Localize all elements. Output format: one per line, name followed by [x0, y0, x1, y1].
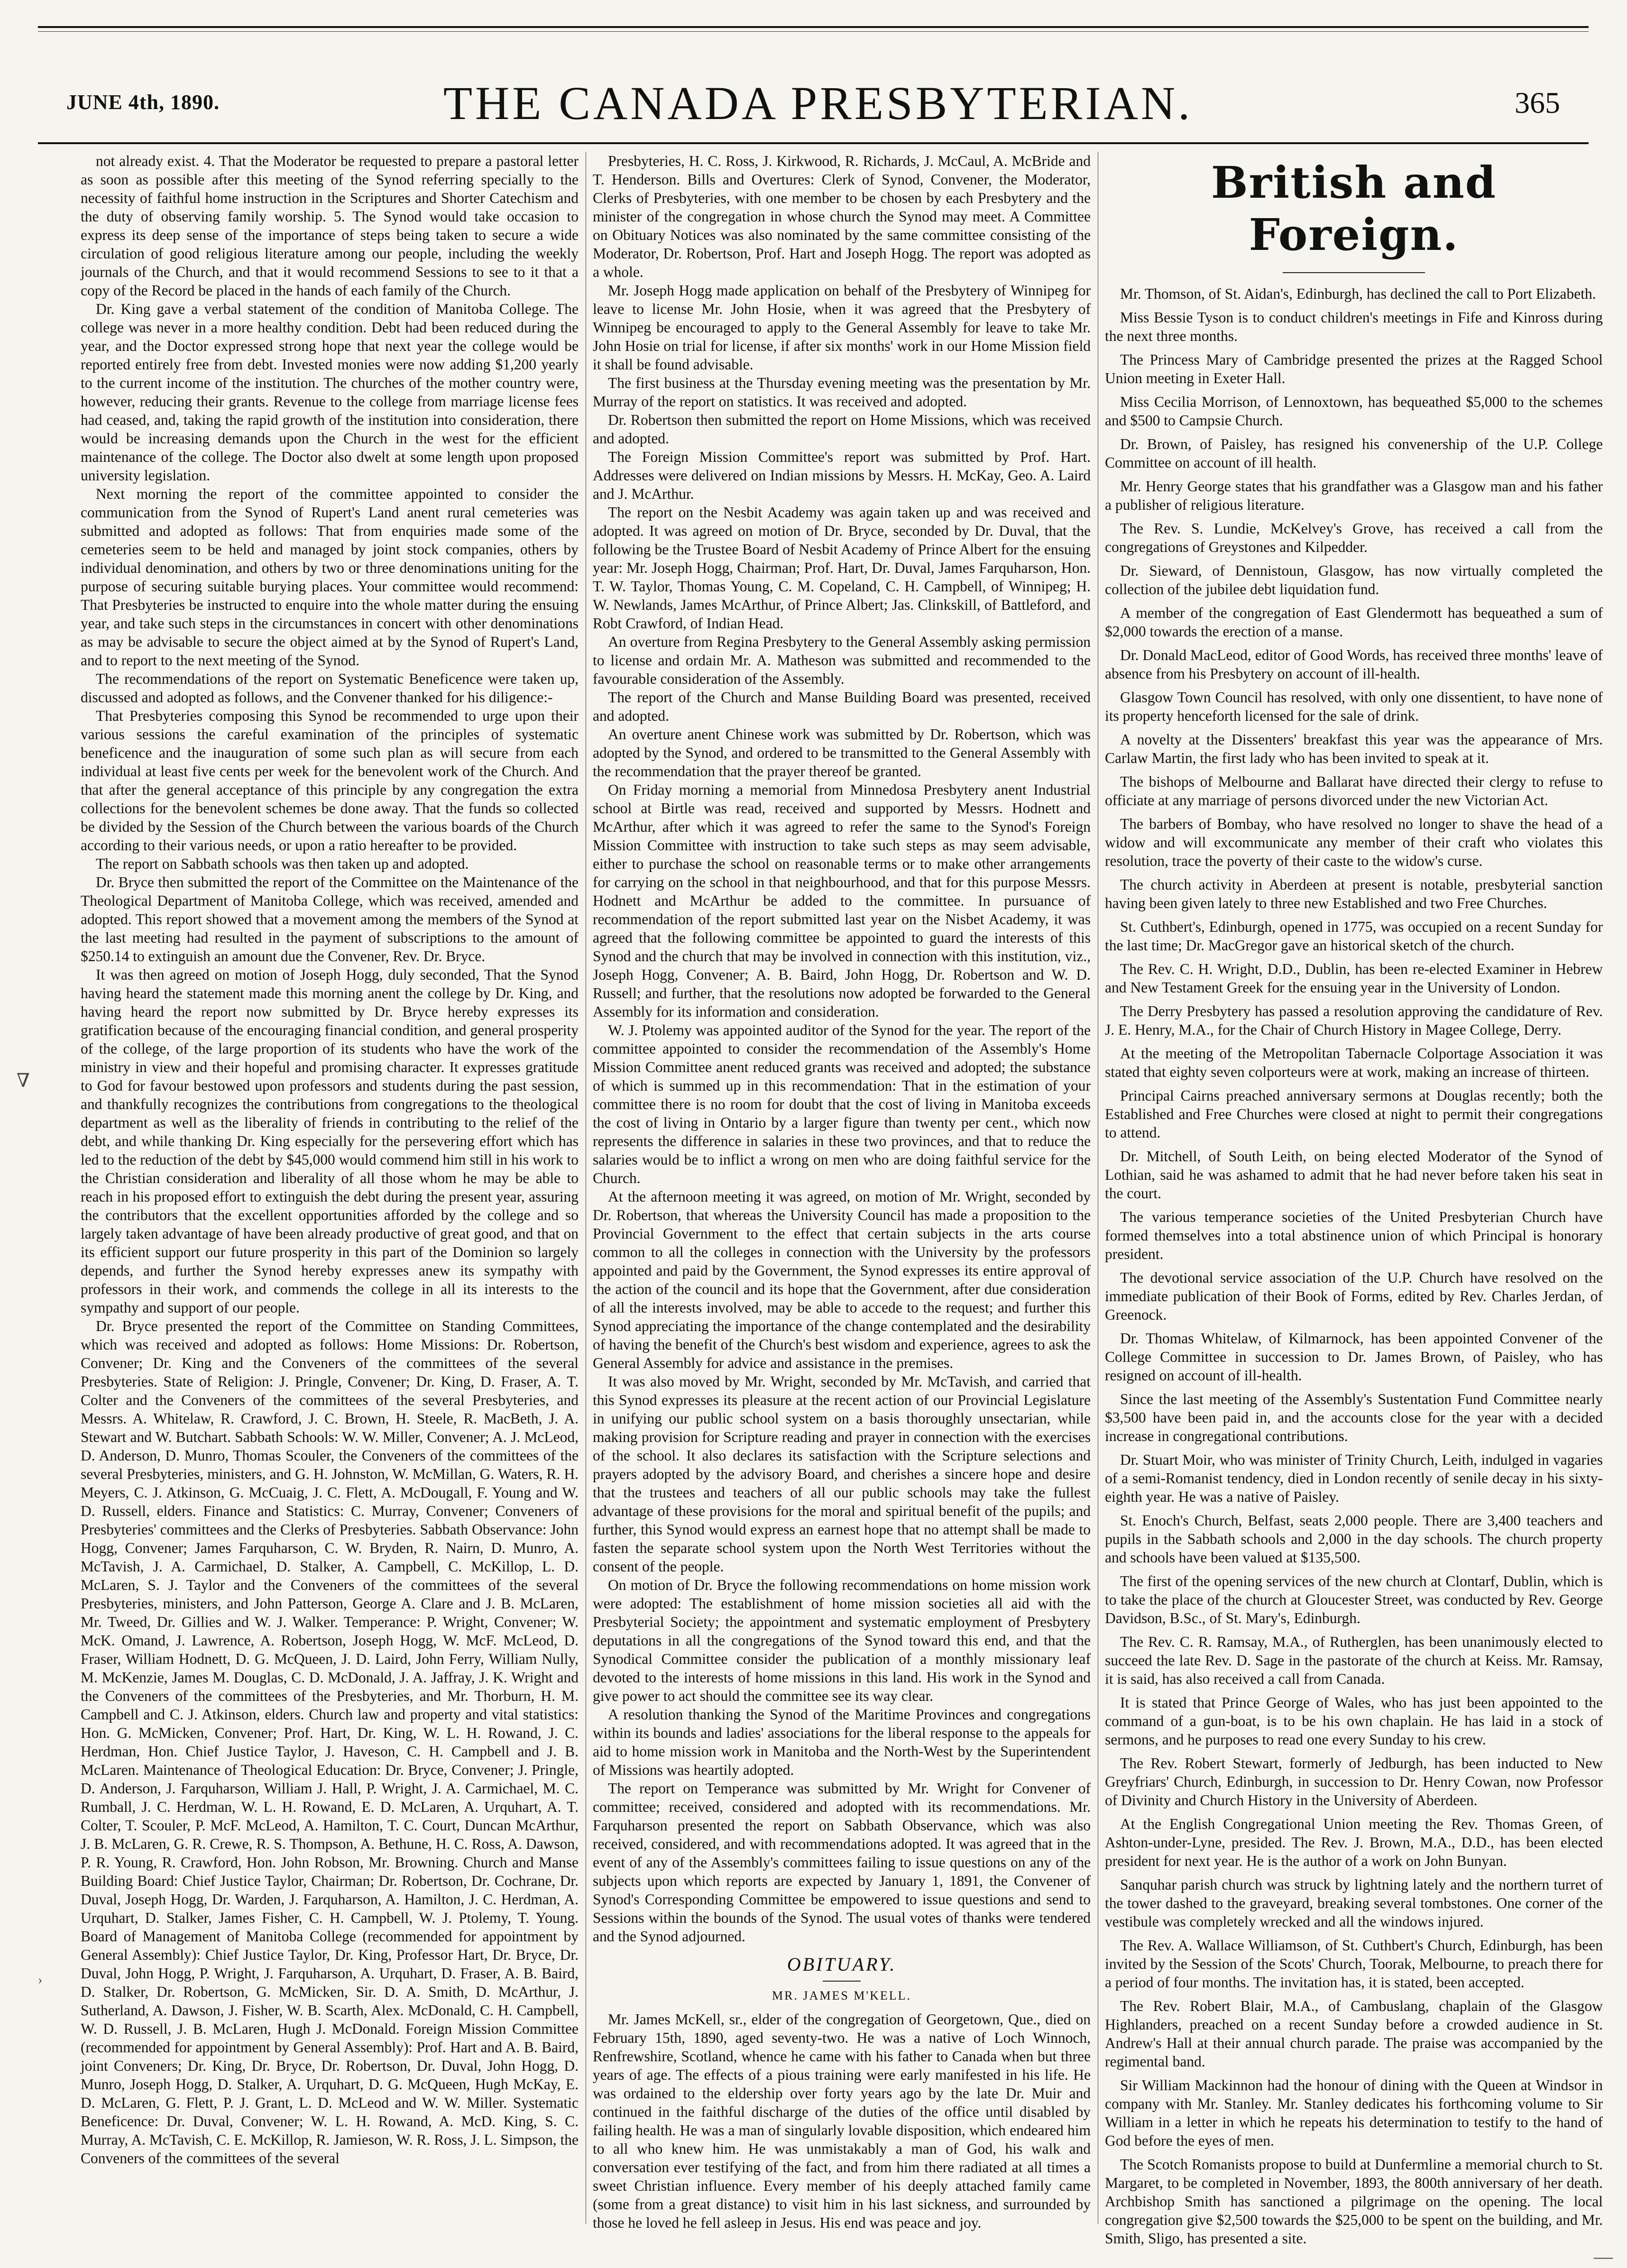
news-item: Dr. Sieward, of Dennistoun, Glasgow, has now virtually completed the collection of the jubilee debt liquidation fund.	[1105, 562, 1603, 597]
paragraph: The report on the Nesbit Academy was again taken up and was received and adopted. It was agreed on motion of Dr. Bryce, seconded by Dr. Duval, that the following be the Trustee Board of Nesbit Academy of Prince Albert for the ensuing year: Mr. Joseph Hogg, Chairman; Prof. Hart, Dr. Duval, James Farquharson, Hon. T. W. Taylor, Thomas Young, C. M. Copeland, C. H. Campbell, of Winnipeg; H. W. Newlands, James McArthur, of Prince Albert; Jas. Clinkskill, of Battleford, and Robt Crawford, of Indian Head.	[593, 504, 1091, 632]
news-item: The Scotch Romanists propose to build at Dunfermline a memorial church to St. Margaret, to be completed in November, 1893, the 800th anniversary of her death. Archbishop Smith has sanctioned a pilgrimage on the opening. The local congregation give $2,500 towards the $25,000 to be spent on the building, and Mr. Smith, Sligo, has presented a site.	[1105, 2156, 1603, 2247]
news-item: Dr. Mitchell, of South Leith, on being elected Moderator of the Synod of Lothian, said he was ashamed to admit that he had never before taken his seat in the court.	[1105, 1148, 1603, 1202]
paragraph: Dr. Bryce then submitted the report of the Committee on the Maintenance of the Theological Department of Manitoba College, which was received, amended and adopted. This report showed that a movement among the members of the Synod at the last meeting had resulted in the payment of subscriptions to the amount of $250.14 to extinguish an amount due the Convener, Rev. Dr. Bryce.	[81, 874, 579, 964]
news-item: Sanquhar parish church was struck by lightning lately and the northern turret of the tower dashed to the graveyard, breaking several tombstones. One corner of the vestibule was completely wrecked and all the windows injured.	[1105, 1876, 1603, 1930]
paragraph: It was also moved by Mr. Wright, seconded by Mr. McTavish, and carried that this Synod expresses its pleasure at the recent action of our Provincial Legislature in unifying our public school system on a basis thoroughly unsectarian, while making provision for Scripture reading and prayer in connection with the exercises of the school. It also declares its satisfaction with the Scripture selections and prayers adopted by the advisory Board, and cherishes a sincere hope and desire that the trustees and teachers of all our public schools may take the fullest advantage of these provisions for the moral and spiritual benefit of the pupils; and further, this Synod would express an earnest hope that no attempt shall be made to fasten the separate school system upon the North West Territories without the consent of the people.	[593, 1373, 1091, 1575]
news-item: The church activity in Aberdeen at present is notable, presbyterial sanction having been given lately to three new Established and two Free Churches.	[1105, 876, 1603, 911]
news-item: The first of the opening services of the new church at Clontarf, Dublin, which is to take the place of the church at Gloucester Street, was conducted by Rev. George Davidson, B.Sc., of St. Mary's, Edinburgh.	[1105, 1573, 1603, 1626]
news-item: At the English Congregational Union meeting the Rev. Thomas Green, of Ashton-under-Lyne, presided. The Rev. J. Brown, M.A., D.D., has been elected president for next year. He is the author of a work on John Bunyan.	[1105, 1816, 1603, 1869]
paragraph: Mr. Joseph Hogg made application on behalf of the Presbytery of Winnipeg for leave to license Mr. John Hosie, when it was agreed that the Presbytery of Winnipeg be encouraged to apply to the General Assembly for leave to take Mr. John Hosie on trial for license, if after six months' work in our Home Mission field it shall be found advisable.	[593, 282, 1091, 373]
column-middle	[593, 152, 1091, 2229]
news-item: A member of the congregation of East Glendermott has bequeathed a sum of $2,000 towards the erection of a manse.	[1105, 605, 1603, 640]
news-item: Mr. Henry George states that his grandfather was a Glasgow man and his father a publisher of religious literature.	[1105, 478, 1603, 513]
paragraph: Dr. Bryce presented the report of the Committee on Standing Committees, which was received and adopted as follows: Home Missions: Dr. Robertson, Convener; Dr. King and the Conveners of the committees of the several Presbyteries. State of Religion: J. Pringle, Convener; Dr. King, D. Fraser, A. T. Colter and the Conveners of the committees of the several Presbyteries, and Messrs. A. Whitelaw, R. Crawford, J. C. Brown, H. Steele, R. MacBeth, J. A. Stewart and W. Butchart. Sabbath Schools: W. W. Miller, Convener; A. J. McLeod, D. Anderson, D. Munro, Thomas Scouler, the Conveners of the committees of the several Presbyteries, ministers, and G. H. Johnston, W. McMillan, G. Waters, R. H. Meyers, C. J. Atkinson, G. McCuaig, J. C. Flett, A. McDougall, F. Young and W. D. Russell, elders. Finance and Statistics: C. Murray, Convener; Conveners of Presbyteries' committees and the Clerks of Presbyteries. Sabbath Observance: John Hogg, Convener; James Farquharson, C. W. Bryden, R. Nairn, D. Munro, A. McTavish, J. A. Carmichael, D. Stalker, A. Campbell, C. McKillop, L. D. McLaren, S. J. Taylor and the Conveners of the committees of the several Presbyteries, ministers, and John Patterson, George A. Clare and J. B. McLaren, Mr. Tweed, Dr. Gillies and W. J. Walker. Temperance: P. Wright, Convener; W. McK. Omand, J. Lawrence, A. Robertson, Joseph Hogg, W. McF. McLeod, D. Fraser, William Hodnett, D. G. McQueen, J. D. Laird, John Ferry, William Nully, M. McKenzie, James M. Douglas, C. D. McDonald, J. A. Jaffray, J. K. Wright and the Conveners of the committees of the Presbyteries, and Mr. Thorburn, H. M. Campbell and C. J. Atkinson, elders. Church law and property and vital statistics: Hon. G. McMicken, Convener; Prof. Hart, Dr. King, W. L. H. Rowand, J. C. Herdman, Hon. Chief Justice Taylor, J. Haveson, C. H. Campbell and J. B. McLaren. Maintenance of Theological Education: Dr. Bryce, Convener; J. Pringle, D. Anderson, J. Farquharson, William J. Hall, P. Wright, J. A. Carmichael, M. C. Rumball, J. C. Herdman, W. L. H. Rowand, E. D. McLaren, A. Urquhart, A. T. Colter, T. Scouler, P. McF. McLeod, A. Hamilton, T. C. Court, Duncan McArthur, J. B. McLaren, G. R. Crewe, R. S. Thompson, A. Bethune, H. C. Ross, A. Dawson, P. R. Young, R. Crawford, Hon. John Robson, Mr. Browning. Church and Manse Building Board: Chief Justice Taylor, Chairman; Dr. Robertson, Dr. Cochrane, Dr. Duval, Joseph Hogg, Dr. Warden, J. Farquharson, A. Hamilton, J. C. Herdman, A. Urquhart, D. Stalker, James Fisher, C. H. Campbell, W. J. Ptolemy, T. Young. Board of Management of Manitoba College (recommended for appointment by General Assembly): Chief Justice Taylor, Dr. King, Professor Hart, Dr. Bryce, Dr. Duval, John Hogg, P. Wright, J. Farquharson, A. Urquhart, D. Fraser, A. B. Baird, D. Stalker, Dr. Robertson, G. McMicken, Sir. D. A. Smith, D. McArthur, J. Sutherland, A. Dawson, J. Fisher, W. B. Scarth, Alex. McDonald, C. H. Campbell, W. D. Russell, J. B. McLaren, Hugh J. McDonald. Foreign Mission Committee (recommended for appointment by General Assembly): Prof. Hart and A. B. Baird, joint Conveners; Dr. King, Dr. Bryce, Dr. Robertson, Dr. Duval, John Hogg, D. Munro, Joseph Hogg, D. Stalker, A. Urquhart, D. G. McQueen, Hugh McKay, E. D. McLaren, G. Flett, P. J. Grant, L. D. McLeod and W. W. Miller. Systematic Beneficence: Dr. Duval, Convener; W. L. H. Rowand, A. McD. King, S. C. Murray, A. McTavish, C. E. McKillop, R. Jamieson, W. R. Ross, J. L. Simpson, the Conveners of the committees of the several	[81, 1318, 579, 2167]
top-rule-thin	[38, 31, 1589, 32]
paragraph: A resolution thanking the Synod of the Maritime Provinces and congregations within its bounds and ladies' associations for the liberal response to the appeals for aid to home mission work in Manitoba and the North-West by the Superintendent of Missions was heartily adopted.	[593, 1706, 1091, 1778]
margin-mark: ∇	[17, 1070, 30, 1091]
paragraph: That Presbyteries composing this Synod be recommended to urge upon their various sessions the careful examination of the principles of systematic beneficence and the inauguration of some such plan as will secure from each individual at least five cents per week for the benevolent work of the Church. And that after the general acceptance of this principle by any congregation the extra collections for the benevolent schemes be done away. That the funds so collected be divided by the Session of the Church between the various boards of the Church according to their various needs, or upon a ratio hereafter to be provided.	[81, 707, 579, 854]
paragraph: An overture from Regina Presbytery to the General Assembly asking permission to license and ordain Mr. A. Matheson was submitted and recommended to the favourable consideration of the Assembly.	[593, 634, 1091, 687]
news-item: Sir William Mackinnon had the honour of dining with the Queen at Windsor in company with Mr. Stanley. Mr. Stanley dedicates his forthcoming volume to Sir William in a letter in which he repeats his determination to testify to the hand of God before the eyes of men.	[1105, 2077, 1603, 2149]
news-item: Dr. Brown, of Paisley, has resigned his convenership of the U.P. College Committee on account of ill health.	[1105, 436, 1603, 471]
news-item: Miss Cecilia Morrison, of Lennoxtown, has bequeathed $5,000 to the schemes and $500 to Campsie Church.	[1105, 394, 1603, 429]
news-item: Glasgow Town Council has resolved, with only one dissentient, to have none of its property henceforth licensed for the sale of drink.	[1105, 689, 1603, 724]
column-right	[1105, 152, 1603, 2247]
page-number: 365	[1515, 86, 1560, 119]
page-header	[47, 71, 1589, 142]
margin-mark: ›	[38, 1973, 43, 1987]
news-item: St. Enoch's Church, Belfast, seats 2,000 people. There are 3,400 teachers and pupils in the Sabbath schools and 2,000 in the day schools. The church property and schools have been valued at $135,500.	[1105, 1512, 1603, 1566]
paragraph: Dr. Robertson then submitted the report on Home Missions, which was received and adopted.	[593, 412, 1091, 447]
section-rule	[1283, 272, 1425, 273]
paragraph: On motion of Dr. Bryce the following recommendations on home mission work were adopted: The establishment of home mission societies all aid with the Presbyterial Society; the appointment and systematic employment of Presbytery deputations in all the congregations of the Synod toward this end, and that the Synodical Committee consider the publication of a monthly missionary leaf devoted to the interests of home missions in this land. His work in the Synod and give power to act should the committee see its way clear.	[593, 1577, 1091, 1704]
news-item: Principal Cairns preached anniversary sermons at Douglas recently; both the Established and Free Churches were closed at night to permit their congregations to attend.	[1105, 1087, 1603, 1141]
news-item: At the meeting of the Metropolitan Tabernacle Colportage Association it was stated that eighty seven colporteurs were at work, making an increase of thirteen.	[1105, 1045, 1603, 1080]
news-item: The Derry Presbytery has passed a resolution approving the candidature of Rev. J. E. Henry, M.A., for the Chair of Church History in Magee College, Derry.	[1105, 1003, 1603, 1038]
header-rule	[38, 142, 1589, 144]
news-item: Dr. Stuart Moir, who was minister of Trinity Church, Leith, indulged in vagaries of a semi-Romanist tendency, died in London recently of senile decay in his sixty-eighth year. He was a native of Paisley.	[1105, 1451, 1603, 1505]
obituary-subheading: MR. JAMES M'KELL.	[772, 1989, 912, 2002]
paragraph: Presbyteries, H. C. Ross, J. Kirkwood, R. Richards, J. McCaul, A. McBride and T. Henderson. Bills and Overtures: Clerk of Synod, Convener, the Moderator, Clerks of Presbyteries, with one member to be chosen by each Presbytery and the minister of the congregation in whose church the Synod may meet. A Committee on Obituary Notices was also nominated by the same committee consisting of the Moderator, Dr. Robertson, Prof. Hart and Joseph Hogg. The report was adopted as a whole.	[593, 153, 1091, 280]
news-item: The Princess Mary of Cambridge presented the prizes at the Ragged School Union meeting in Exeter Hall.	[1105, 351, 1603, 386]
news-item: St. Cuthbert's, Edinburgh, opened in 1775, was occupied on a recent Sunday for the last time; Dr. MacGregor gave an historical sketch of the church.	[1105, 918, 1603, 954]
paragraph: The report of the Church and Manse Building Board was presented, received and adopted.	[593, 689, 1091, 724]
news-item: The bishops of Melbourne and Ballarat have directed their clergy to refuse to officiate at any marriage of persons divorced under the new Victorian Act.	[1105, 773, 1603, 808]
news-items	[1105, 285, 1603, 2248]
news-item: The Rev. Robert Blair, M.A., of Cambuslang, chaplain of the Glasgow Highlanders, preached on a recent Sunday before a crowded audience in St. Andrew's Hall at their annual church parade. The praise was accompanied by the regimental band.	[1105, 1998, 1603, 2070]
news-item: Mr. Thomson, of St. Aidan's, Edinburgh, has declined the call to Port Elizabeth.	[1120, 285, 1596, 302]
column-left	[81, 152, 579, 2229]
obituary-heading: OBITUARY.	[787, 1954, 897, 1975]
news-item: A novelty at the Dissenters' breakfast this year was the appearance of Mrs. Carlaw Martin, the first lady who has been invited to speak at it.	[1105, 731, 1603, 766]
paragraph: The report on Sabbath schools was then taken up and adopted.	[96, 855, 469, 872]
paragraph: The first business at the Thursday evening meeting was the presentation by Mr. Murray of the report on statistics. It was received and adopted.	[593, 375, 1091, 410]
issue-date: JUNE 4th, 1890.	[66, 91, 220, 114]
paragraph: Dr. King gave a verbal statement of the condition of Manitoba College. The college was never in a more healthy condition. Debt had been reduced during the year, and the Doctor expressed strong hope that next year the college would be reported entirely free from debt. Invested monies were now adding $1,200 yearly to the current income of the institution. The churches of the mother country were, however, reducing their grants. Revenue to the college from marriage license fees had ceased, and, taking the rapid growth of the institution into consideration, there would be increasing demands upon the Church in the west for the efficient maintenance of the college. The Doctor also dwelt at some length upon proposed university legislation.	[81, 301, 579, 484]
news-item: The Rev. A. Wallace Williamson, of St. Cuthbert's Church, Edinburgh, has been invited by the Session of the Scots' Church, Toorak, Melbourne, to preach there for a period of four months. The invitation has, it is stated, been accepted.	[1105, 1937, 1603, 1991]
paragraph: It was then agreed on motion of Joseph Hogg, duly seconded, That the Synod having heard the statement made this morning anent the college by Dr. King, and having heard the report now submitted by Dr. Bryce hereby expresses its gratification because of the encouraging financial condition, and general prosperity of the college, of the large proportion of its students who have the work of the ministry in view and their hopeful and promising character. It expresses gratitude to God for favour bestowed upon professors and students during the past session, and thankfully recognizes the contributions from congregations to the theological department as well as the liberality of friends in contributing to the relief of the debt, and while thanking Dr. King especially for the persevering effort which has led to the reduction of the debt by $45,000 would commend him still in his work to the Christian consideration and liberality of all those whom he may be able to reach in his proposed effort to extinguish the debt during the present year, assuring the contributors that the excellent opportunities afforded by the college and so largely taken advantage of have been already productive of great good, and that on its efficient support our future prosperity in this part of the Dominion so largely depends, and further the Synod hereby expresses anew its sympathy with professors in their work, and commends the college in all its interests to the sympathy and support of our people.	[81, 966, 579, 1316]
news-item: The various temperance societies of the United Presbyterian Church have formed themselves into a total abstinence union of which Principal is honorary president.	[1105, 1209, 1603, 1262]
obituary-rule	[823, 1981, 861, 1982]
paragraph: The Foreign Mission Committee's report was submitted by Prof. Hart. Addresses were delivered on Indian missions by Messrs. H. McKay, Geo. A. Laird and J. McArthur.	[593, 449, 1091, 502]
paragraph: The recommendations of the report on Systematic Beneficence were taken up, discussed and adopted as follows, and the Convener thanked for his diligence:-	[81, 670, 579, 706]
obituary-text: Mr. James McKell, sr., elder of the congregation of Georgetown, Que., died on February 15th, 1890, aged seventy-two. He was a native of Loch Winnoch, Renfrewshire, Scotland, whence he came with his father to Canada when but three years of age. The effects of a pious training were early manifested in his life. He was ordained to the eldership over forty years ago by the late Dr. Muir and continued in the faithful discharge of the duties of the office until disabled by failing health. He was a man of singularly lovable disposition, which endeared him to all who knew him. He was unmistakably a man of God, his walk and conversation ever testifying of the fact, and from him there radiated at all times a sweet Christian influence. Every member of his deeply attached family came (some from a great distance) to visit him in his last sickness, and surrounded by those he loved he fell asleep in Jesus. His end was peace and joy.	[593, 2011, 1091, 2231]
paragraph: Next morning the report of the committee appointed to consider the communication from the Synod of Rupert's Land anent rural cemeteries was submitted and adopted as follows: That from enquiries made some of the cemeteries seem to be held and managed by joint stock companies, others by individual denomination, and others by two or three denominations uniting for the purpose of securing suitable burying places. Your committee would recommend: That Presbyteries be instructed to enquire into the whole matter during the ensuing year, and take such steps in the circumstances in concert with other denominations as may be advisable to secure the object aimed at by the Synod of Rupert's Land, and to report to the next meeting of the Synod.	[81, 486, 579, 669]
news-item: The barbers of Bombay, who have resolved no longer to shave the head of a widow and will excommunicate any member of their craft who violates this resolution, trace the poverty of their caste to the widow's curse.	[1105, 816, 1603, 869]
section-heading: British and Foreign.	[1211, 157, 1497, 260]
news-item: The Rev. C. R. Ramsay, M.A., of Rutherglen, has been unanimously elected to succeed the late Rev. D. Sage in the pastorate of the church at Keiss. Mr. Ramsay, it is said, has also received a call from Canada.	[1105, 1634, 1603, 1687]
paragraph: An overture anent Chinese work was submitted by Dr. Robertson, which was adopted by the Synod, and ordered to be transmitted to the General Assembly with the recommendation that the prayer thereof be granted.	[593, 726, 1091, 780]
news-item: It is stated that Prince George of Wales, who has just been appointed to the command of a gun-boat, is to be his own chaplain. He has laid in a stock of sermons, and he purposes to read one every Sunday to his crew.	[1105, 1694, 1603, 1748]
paragraph: not already exist. 4. That the Moderator be requested to prepare a pastoral letter as soon as possible after this meeting of the Synod referring specially to the necessity of faithful home instruction in the Scriptures and Shorter Catechism and the duty of observing family worship. 5. The Synod would take occasion to express its deep sense of the importance of steps being taken to secure a wide circulation of good religious literature among our people, including the weekly journals of the Church, and that it would recommend Sessions to see to it that a copy of the Record be placed in the hands of each family of the Church.	[81, 153, 579, 299]
news-item: The devotional service association of the U.P. Church have resolved on the immediate publication of their Book of Forms, edited by Rev. Charles Jerdan, of Greenock.	[1105, 1269, 1603, 1323]
news-item: The Rev. S. Lundie, McKelvey's Grove, has received a call from the congregations of Greystones and Kilpedder.	[1105, 520, 1603, 555]
news-item: Dr. Donald MacLeod, editor of Good Words, has received three months' leave of absence from his Presbytery on account of ill-health.	[1105, 647, 1603, 682]
paragraph: On Friday morning a memorial from Minnedosa Presbytery anent Industrial school at Birtle was read, received and supported by Messrs. Hodnett and McArthur, after which it was agreed to refer the same to the Synod's Foreign Mission Committee with instruction to take such steps as may seem advisable, either to purchase the school on reasonable terms or to make other arrangements for carrying on the school in that neighbourhood, and that for this purpose Messrs. Hodnett and McArthur be added to the committee. In pursuance of recommendation of the report submitted last year on the Nisbet Academy, it was agreed that the following committee be appointed to guard the interests of this Synod and the church that may be involved in connection with this institution, viz., Joseph Hogg, Convener; A. B. Baird, John Hogg, Dr. Robertson and W. D. Russell; and further, that the resolutions now adopted be forwarded to the General Assembly for its information and consideration.	[593, 781, 1091, 1020]
paragraph: W. J. Ptolemy was appointed auditor of the Synod for the year. The report of the committee appointed to consider the recommendation of the Assembly's Home Mission Committee anent reduced grants was received and adopted; the substance of which is summed up in this recommendation: That in the estimation of your committee there is no room for doubt that the cost of living in Manitoba exceeds the cost of living in Ontario by a larger figure than twenty per cent., which now represents the difference in salaries in these two provinces, and that to reduce the salaries would be to inflict a wrong on men who are doing faithful service for the Church.	[593, 1022, 1091, 1186]
paragraph: At the afternoon meeting it was agreed, on motion of Mr. Wright, seconded by Dr. Robertson, that whereas the University Council has made a proposition to the Provincial Government to the effect that certain subjects in the arts course common to all the colleges in connection with the University by the professors appointed and paid by the Government, the Synod expresses its entire approval of the action of the council and its hope that the Government, after due consideration of all the interests involved, may be able to accede to the request; and further this Synod appreciating the importance of the change contemplated and the desirability of having the benefit of the Church's best wisdom and experience, agrees to ask the General Assembly for advice and assistance in the premises.	[593, 1188, 1091, 1371]
news-item: The Rev. C. H. Wright, D.D., Dublin, has been re-elected Examiner in Hebrew and New Testament Greek for the ensuing year in the University of London.	[1105, 961, 1603, 996]
news-item: Miss Bessie Tyson is to conduct children's meetings in Fife and Kinross during the next three months.	[1105, 309, 1603, 344]
news-item: The Rev. Robert Stewart, formerly of Jedburgh, has been inducted to New Greyfriars' Church, Edinburgh, in succession to Dr. Henry Cowan, now Professor of Divinity and Church History in the University of Aberdeen.	[1105, 1755, 1603, 1809]
news-item: Dr. Thomas Whitelaw, of Kilmarnock, has been appointed Convener of the College Committee in succession to Dr. James Brown, of Paisley, who has resigned on account of ill-health.	[1105, 1330, 1603, 1384]
masthead-title: THE CANADA PRESBYTERIAN.	[443, 77, 1193, 129]
top-rule	[38, 26, 1589, 28]
paragraph: The report on Temperance was submitted by Mr. Wright for Convener of committee; received, considered and adopted with its recommendations. Mr. Farquharson presented the report on Sabbath Observance, which was also received, considered, and with recommendations adopted. It was agreed that in the event of any of the Assembly's committees failing to issue questions on any of the subjects upon which reports are expected by January 1, 1891, the Convener of Synod's Corresponding Committee be empowered to issue questions and send to Sessions within the bounds of the Synod. The usual votes of thanks were tendered and the Synod adjourned.	[593, 1780, 1091, 1945]
news-item: Since the last meeting of the Assembly's Sustentation Fund Committee nearly $3,500 have been paid in, and the accounts close for the year with a decided increase in congregational contributions.	[1105, 1391, 1603, 1444]
margin-mark: —	[1594, 2246, 1613, 2267]
